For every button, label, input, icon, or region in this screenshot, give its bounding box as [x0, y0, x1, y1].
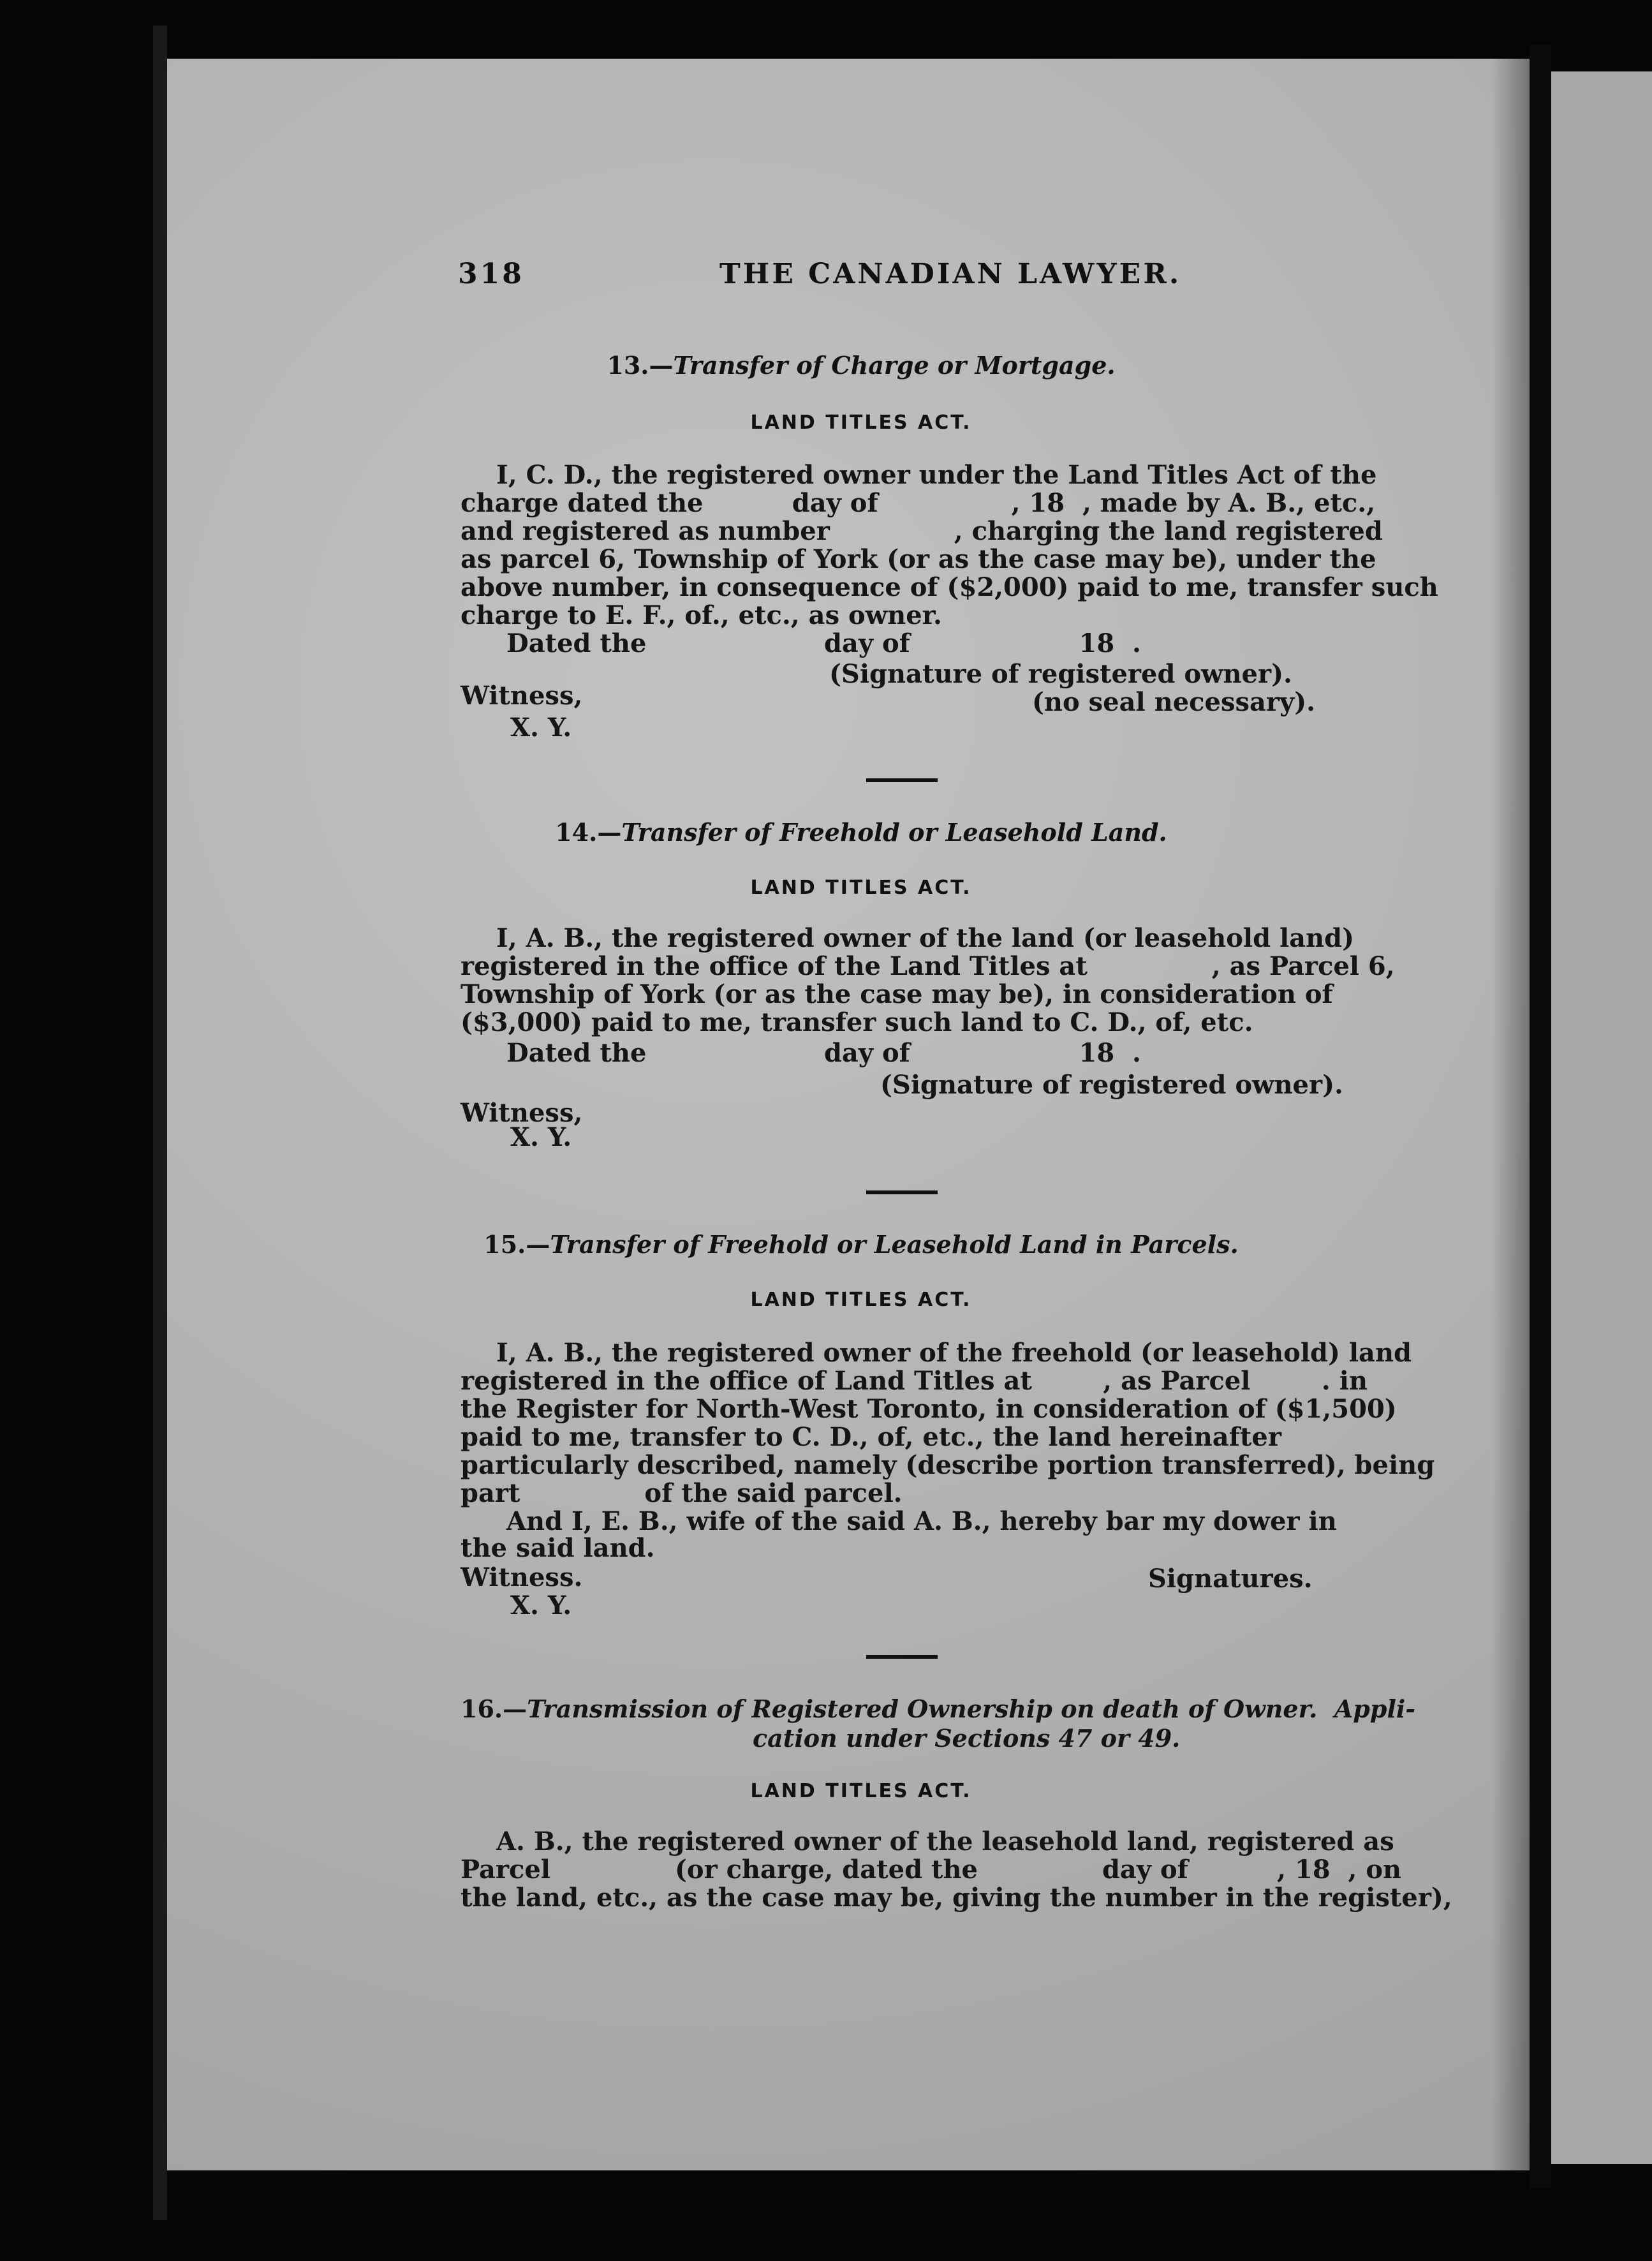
- form-13-seal-note: (no seal necessary).: [1032, 687, 1316, 717]
- form-14-line-3: Township of York (or as the case may be), in consideration of: [461, 979, 1333, 1009]
- page-number: 318: [458, 258, 524, 290]
- form-14-line-1: I, A. B., the registered owner of the land (or leasehold land): [496, 923, 1355, 953]
- form-13-line-4: as parcel 6, Township of York (or as the case may be), under the: [461, 544, 1376, 574]
- section-divider: [866, 1190, 938, 1194]
- form-16-heading-line-2: cation under Sections 47 or 49.: [753, 1724, 1181, 1753]
- form-13-title: Transfer of Charge or Mortgage.: [673, 351, 1116, 380]
- form-14-witness: Witness,: [461, 1098, 583, 1128]
- form-16-act: LAND TITLES ACT.: [750, 1780, 972, 1802]
- form-14-signature: (Signature of registered owner).: [880, 1070, 1343, 1100]
- form-15-line-6: part of the said parcel.: [461, 1478, 903, 1508]
- form-14-line-2: registered in the office of the Land Titles at , as Parcel 6,: [461, 951, 1395, 981]
- section-divider: [866, 778, 938, 782]
- form-16-line-3: the land, etc., as the case may be, giving the number in the register),: [461, 1883, 1452, 1913]
- form-14-dated: Dated the day of 18 .: [506, 1038, 1141, 1068]
- form-15-signatures: Signatures.: [1148, 1564, 1313, 1594]
- form-14-number: 14.—: [555, 818, 622, 847]
- section-divider: [866, 1655, 938, 1659]
- form-15-title: Transfer of Freehold or Leasehold Land in Parcels.: [550, 1230, 1239, 1259]
- form-16-line-1: A. B., the registered owner of the leasehold land, registered as: [496, 1827, 1394, 1857]
- form-13-witness: Witness,: [461, 681, 583, 711]
- form-13-line-1: I, C. D., the registered owner under the Land Titles Act of the: [496, 460, 1377, 490]
- form-15-line-5: particularly described, namely (describe portion transferred), being: [461, 1450, 1435, 1480]
- form-16-title-line-1: Transmission of Registered Ownership on death of Owner. Appli-: [527, 1694, 1416, 1723]
- form-15-line-1: I, A. B., the registered owner of the freehold (or leasehold) land: [496, 1338, 1412, 1368]
- form-13-dated: Dated the day of 18 .: [506, 628, 1141, 658]
- form-15-witness-name: X. Y.: [510, 1590, 572, 1620]
- form-14-heading: [0, 818, 1652, 847]
- form-15-line-8: the said land.: [461, 1533, 655, 1563]
- form-15-act: LAND TITLES ACT.: [750, 1289, 972, 1311]
- form-13-line-5: above number, in consequence of ($2,000) paid to me, transfer such: [461, 572, 1438, 602]
- form-14-act: LAND TITLES ACT.: [750, 877, 972, 899]
- form-14-witness-name: X. Y.: [510, 1122, 572, 1152]
- form-15-number: 15.—: [483, 1230, 550, 1259]
- running-title: THE CANADIAN LAWYER.: [719, 258, 1182, 290]
- facing-page-edge: [1551, 71, 1652, 2164]
- form-15-line-3: the Register for North-West Toronto, in consideration of ($1,500): [461, 1394, 1397, 1424]
- form-15-witness: Witness.: [461, 1562, 583, 1592]
- form-13-line-6: charge to E. F., of., etc., as owner.: [461, 600, 942, 630]
- form-16-heading-line-1: [461, 1694, 1415, 1724]
- form-16-number: 16.—: [461, 1694, 527, 1723]
- form-13-line-3: and registered as number , charging the land registered: [461, 516, 1383, 546]
- form-13-act: LAND TITLES ACT.: [750, 411, 972, 434]
- form-13-witness-name: X. Y.: [510, 713, 572, 743]
- form-13-signature: (Signature of registered owner).: [829, 659, 1292, 689]
- form-15-line-7: And I, E. B., wife of the said A. B., hereby bar my dower in: [506, 1506, 1337, 1536]
- form-14-line-4: ($3,000) paid to me, transfer such land to C. D., of, etc.: [461, 1007, 1253, 1037]
- form-15-line-4: paid to me, transfer to C. D., of, etc., the land hereinafter: [461, 1422, 1281, 1452]
- form-13-heading: [0, 351, 1652, 380]
- form-14-title: Transfer of Freehold or Leasehold Land.: [621, 818, 1167, 847]
- form-15-line-2: registered in the office of Land Titles at , as Parcel . in: [461, 1366, 1368, 1396]
- form-13-line-2: charge dated the day of , 18 , made by A. B., etc.,: [461, 488, 1376, 518]
- form-16-line-2: Parcel (or charge, dated the day of , 18 , on: [461, 1855, 1402, 1885]
- form-13-number: 13.—: [607, 351, 674, 380]
- form-15-heading: [0, 1230, 1652, 1259]
